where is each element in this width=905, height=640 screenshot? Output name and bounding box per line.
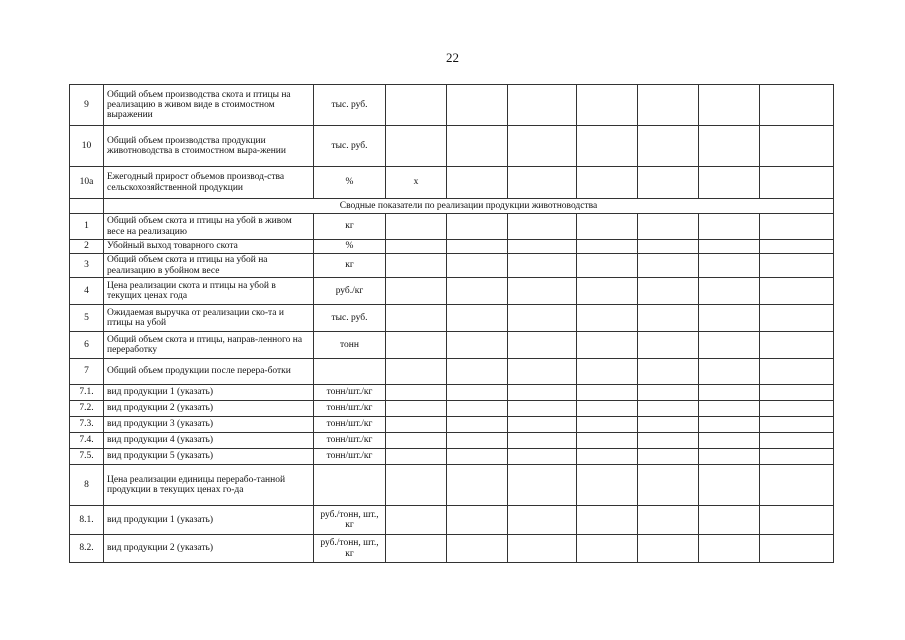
value-cell-3 [508,305,577,332]
value-cell-5 [638,278,699,305]
value-cell-4 [577,359,638,385]
row-number: 3 [70,254,104,278]
value-cell-3 [508,465,577,506]
row-number: 8.1. [70,506,104,535]
value-cell-7 [760,506,834,535]
value-cell-7 [760,332,834,359]
value-cell-5 [638,385,699,401]
value-cell-1 [386,332,447,359]
row-number: 7.5. [70,449,104,465]
row-number: 7.4. [70,433,104,449]
value-cell-5 [638,449,699,465]
value-cell-5 [638,506,699,535]
value-cell-4 [577,385,638,401]
value-cell-7 [760,240,834,254]
value-cell-2 [447,167,508,199]
value-cell-6 [699,535,760,563]
value-cell-3 [508,359,577,385]
value-cell-4 [577,332,638,359]
value-cell-1 [386,535,447,563]
value-cell-5 [638,167,699,199]
value-cell-7 [760,535,834,563]
value-cell-5 [638,214,699,240]
table-row [70,506,834,535]
value-cell-6 [699,278,760,305]
value-cell-7 [760,433,834,449]
table-row [70,254,834,278]
indicator-name: вид продукции 4 (указать) [104,433,314,449]
indicator-name: Общий объем производства скота и птицы на реализацию в живом виде в стоимостном выражении [104,85,314,126]
row-number: 7.3. [70,417,104,433]
row-number: 7.1. [70,385,104,401]
value-cell-1 [386,359,447,385]
unit-cell: тонн/шт./кг [314,449,386,465]
value-cell-4 [577,433,638,449]
value-cell-3 [508,126,577,167]
value-cell-1 [386,305,447,332]
value-cell-4 [577,401,638,417]
indicator-name: вид продукции 1 (указать) [104,506,314,535]
value-cell-5 [638,465,699,506]
value-cell-1 [386,417,447,433]
value-cell-6 [699,465,760,506]
value-cell-5 [638,535,699,563]
value-cell-7 [760,85,834,126]
value-cell-6 [699,254,760,278]
value-cell-6 [699,305,760,332]
unit-cell: тонн/шт./кг [314,385,386,401]
value-cell-6 [699,332,760,359]
value-cell-2 [447,401,508,417]
page-number: 22 [446,50,459,65]
value-cell-6 [699,126,760,167]
table-row [70,535,834,563]
indicator-name: Общий объем скота и птицы, направ-ленного на переработку [104,332,314,359]
value-cell-2 [447,506,508,535]
value-cell-1 [386,465,447,506]
value-cell-4 [577,417,638,433]
indicator-name: вид продукции 3 (указать) [104,417,314,433]
value-cell-4 [577,465,638,506]
value-cell-3 [508,401,577,417]
unit-cell: тыс. руб. [314,85,386,126]
value-cell-1: х [386,167,447,199]
value-cell-6 [699,85,760,126]
value-cell-2 [447,305,508,332]
row-number: 8.2. [70,535,104,563]
row-number: 10 [70,126,104,167]
value-cell-7 [760,305,834,332]
value-cell-1 [386,385,447,401]
value-cell-4 [577,85,638,126]
value-cell-7 [760,254,834,278]
value-cell-2 [447,254,508,278]
indicator-name: Общий объем производства продукции животноводства в стоимостном выра-жении [104,126,314,167]
value-cell-1 [386,126,447,167]
value-cell-7 [760,167,834,199]
table-row [70,433,834,449]
value-cell-3 [508,240,577,254]
value-cell-7 [760,449,834,465]
value-cell-6 [699,385,760,401]
value-cell-2 [447,385,508,401]
value-cell-5 [638,305,699,332]
unit-cell: % [314,240,386,254]
indicator-name: Ожидаемая выручка от реализации ско-та и птицы на убой [104,305,314,332]
row-number: 8 [70,465,104,506]
unit-cell [314,465,386,506]
section-title: Сводные показатели по реализации продукции животноводства [104,199,834,214]
table-row [70,85,834,126]
value-cell-5 [638,417,699,433]
row-number: 1 [70,214,104,240]
value-cell-2 [447,449,508,465]
indicator-name: Ежегодный прирост объемов производ-ства сельскохозяйственной продукции [104,167,314,199]
table-row [70,126,834,167]
value-cell-6 [699,401,760,417]
value-cell-7 [760,278,834,305]
value-cell-7 [760,359,834,385]
indicator-name: Общий объем скота и птицы на убой в живом весе на реализацию [104,214,314,240]
indicator-name: вид продукции 5 (указать) [104,449,314,465]
value-cell-7 [760,214,834,240]
value-cell-1 [386,433,447,449]
unit-cell: % [314,167,386,199]
value-cell-1 [386,254,447,278]
row-number: 2 [70,240,104,254]
indicator-name: Общий объем скота и птицы на убой на реализацию в убойном весе [104,254,314,278]
value-cell-4 [577,126,638,167]
table-body [70,85,834,563]
table-row [70,240,834,254]
value-cell-5 [638,254,699,278]
value-cell-7 [760,401,834,417]
value-cell-4 [577,214,638,240]
value-cell-6 [699,449,760,465]
value-cell-4 [577,254,638,278]
value-cell-2 [447,278,508,305]
value-cell-1 [386,240,447,254]
unit-cell: руб./тонн, шт., кг [314,535,386,563]
row-number: 5 [70,305,104,332]
table-row [70,214,834,240]
value-cell-3 [508,506,577,535]
value-cell-4 [577,240,638,254]
value-cell-5 [638,433,699,449]
table-row [70,465,834,506]
unit-cell: тонн/шт./кг [314,417,386,433]
unit-cell: кг [314,214,386,240]
value-cell-1 [386,506,447,535]
value-cell-6 [699,359,760,385]
value-cell-2 [447,465,508,506]
value-cell-5 [638,359,699,385]
unit-cell: тонн/шт./кг [314,433,386,449]
row-number: 9 [70,85,104,126]
section-row [70,199,834,214]
value-cell-2 [447,535,508,563]
value-cell-7 [760,417,834,433]
value-cell-6 [699,167,760,199]
value-cell-1 [386,85,447,126]
value-cell-4 [577,449,638,465]
value-cell-1 [386,278,447,305]
value-cell-4 [577,167,638,199]
unit-cell: кг [314,254,386,278]
table-row [70,449,834,465]
table-row [70,167,834,199]
value-cell-3 [508,167,577,199]
row-number: 6 [70,332,104,359]
value-cell-3 [508,535,577,563]
value-cell-3 [508,214,577,240]
value-cell-2 [447,85,508,126]
unit-cell: тонн/шт./кг [314,401,386,417]
indicator-name: Цена реализации единицы перерабо-танной продукции в текущих ценах го-да [104,465,314,506]
value-cell-4 [577,305,638,332]
row-number: 10а [70,167,104,199]
unit-cell: тыс. руб. [314,126,386,167]
value-cell-3 [508,85,577,126]
value-cell-5 [638,85,699,126]
value-cell-2 [447,417,508,433]
value-cell-3 [508,254,577,278]
value-cell-6 [699,417,760,433]
value-cell-2 [447,433,508,449]
value-cell-6 [699,433,760,449]
value-cell-4 [577,535,638,563]
value-cell-2 [447,332,508,359]
value-cell-3 [508,385,577,401]
indicator-name: вид продукции 2 (указать) [104,401,314,417]
table-row [70,417,834,433]
table-row [70,401,834,417]
value-cell-3 [508,332,577,359]
value-cell-6 [699,240,760,254]
value-cell-4 [577,506,638,535]
value-cell-6 [699,506,760,535]
value-cell-1 [386,449,447,465]
unit-cell: руб./кг [314,278,386,305]
unit-cell: руб./тонн, шт., кг [314,506,386,535]
indicator-name: Цена реализации скота и птицы на убой в текущих ценах года [104,278,314,305]
value-cell-5 [638,332,699,359]
row-number: 7.2. [70,401,104,417]
table-row [70,332,834,359]
value-cell-5 [638,240,699,254]
indicator-name: вид продукции 1 (указать) [104,385,314,401]
section-number-cell [70,199,104,214]
value-cell-2 [447,126,508,167]
value-cell-3 [508,278,577,305]
value-cell-7 [760,465,834,506]
livestock-indicators-table [69,84,834,563]
unit-cell: тыс. руб. [314,305,386,332]
unit-cell [314,359,386,385]
table-row [70,278,834,305]
table-row [70,305,834,332]
indicator-name: Общий объем продукции после перера-ботки [104,359,314,385]
table-row [70,385,834,401]
value-cell-2 [447,240,508,254]
table-row [70,359,834,385]
value-cell-3 [508,417,577,433]
value-cell-2 [447,214,508,240]
value-cell-7 [760,126,834,167]
value-cell-1 [386,401,447,417]
value-cell-2 [447,359,508,385]
indicator-name: Убойный выход товарного скота [104,240,314,254]
value-cell-5 [638,126,699,167]
value-cell-7 [760,385,834,401]
value-cell-6 [699,214,760,240]
value-cell-3 [508,433,577,449]
value-cell-4 [577,278,638,305]
row-number: 7 [70,359,104,385]
unit-cell: тонн [314,332,386,359]
row-number: 4 [70,278,104,305]
value-cell-5 [638,401,699,417]
value-cell-3 [508,449,577,465]
indicator-name: вид продукции 2 (указать) [104,535,314,563]
value-cell-1 [386,214,447,240]
